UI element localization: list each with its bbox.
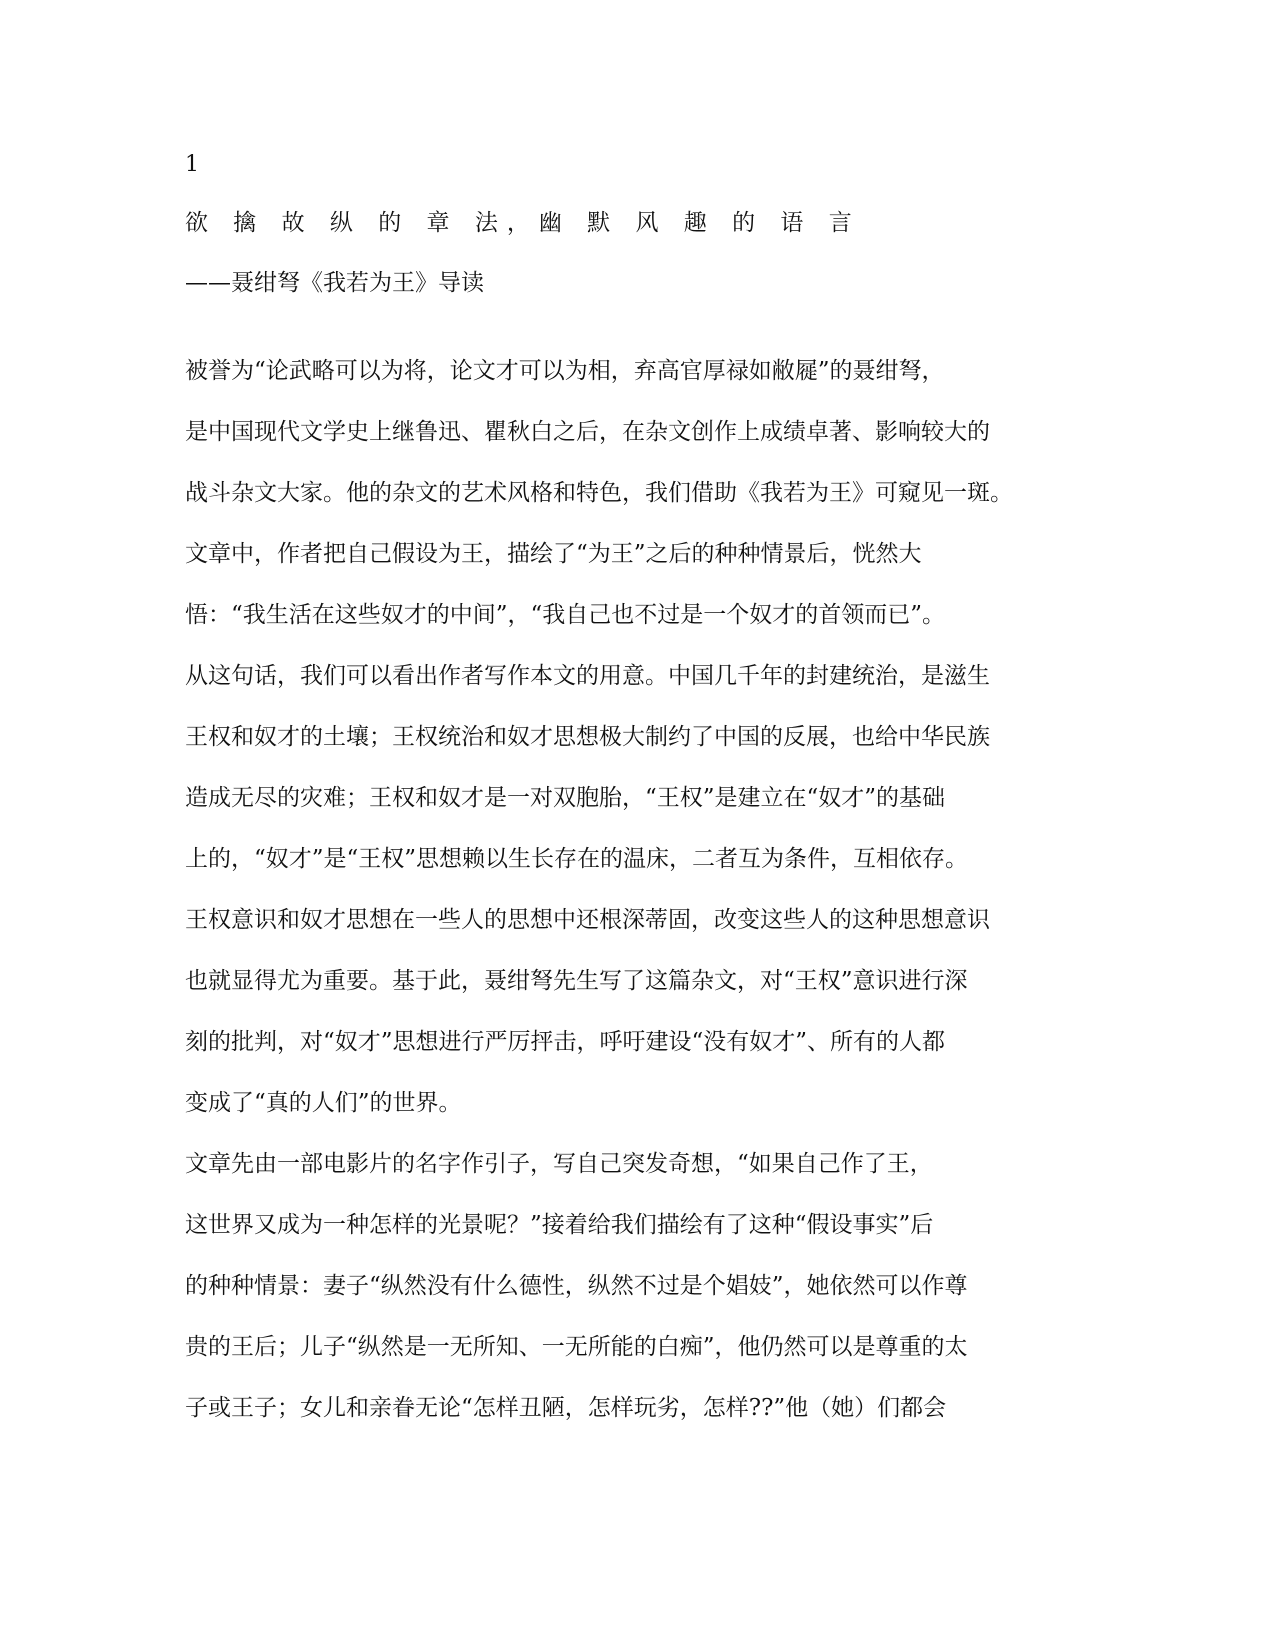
article-title: 欲 擒 故 纵 的 章 法，幽 默 风 趣 的 语 言 xyxy=(185,210,861,236)
text-line: 子或王子；女儿和亲眷无论“怎样丑陋，怎样玩劣，怎样??”他（她）们都会 xyxy=(185,1395,947,1421)
text-line: 这世界又成为一种怎样的光景呢？”接着给我们描绘有了这种“假设事实”后 xyxy=(185,1212,934,1238)
page-number: 1 xyxy=(185,152,199,177)
text-line: 悟：“我生活在这些奴才的中间”，“我自己也不过是一个奴才的首领而已”。 xyxy=(185,602,946,628)
text-line: 文章先由一部电影片的名字作引子，写自己突发奇想，“如果自己作了王， xyxy=(185,1151,933,1177)
text-line: 王权意识和奴才思想在一些人的思想中还根深蒂固，改变这些人的这种思想意识 xyxy=(185,907,990,933)
text-line: 刻的批判，对“奴才”思想进行严厉抨击，呼吁建设“没有奴才”、所有的人都 xyxy=(185,1029,946,1055)
text-line: 的种种情景：妻子“纵然没有什么德性，纵然不过是个娼妓”，她依然可以作尊 xyxy=(185,1273,968,1299)
article-subtitle: ——聂绀弩《我若为王》导读 xyxy=(185,270,484,296)
text-line: 从这句话，我们可以看出作者写作本文的用意。中国几千年的封建统治，是滋生 xyxy=(185,663,990,689)
text-line: 贵的王后；儿子“纵然是一无所知、一无所能的白痴”，他仍然可以是尊重的太 xyxy=(185,1334,968,1360)
text-line: 是中国现代文学史上继鲁迅、瞿秋白之后，在杂文创作上成绩卓著、影响较大的 xyxy=(185,419,990,445)
text-line: 造成无尽的灾难；王权和奴才是一对双胞胎，“王权”是建立在“奴才”的基础 xyxy=(185,785,946,811)
text-line: 变成了“真的人们”的世界。 xyxy=(185,1090,462,1116)
text-line: 上的，“奴才”是“王权”思想赖以生长存在的温床，二者互为条件，互相依存。 xyxy=(185,846,969,872)
text-line: 战斗杂文大家。他的杂文的艺术风格和特色，我们借助《我若为王》可窥见一斑。 xyxy=(185,480,1013,506)
text-line: 被誉为“论武略可以为将，论文才可以为相，弃高官厚禄如敝屣”的聂绀弩， xyxy=(185,358,945,384)
text-line: 王权和奴才的土壤；王权统治和奴才思想极大制约了中国的反展，也给中华民族 xyxy=(185,724,990,750)
text-line: 也就显得尤为重要。基于此，聂绀弩先生写了这篇杂文，对“王权”意识进行深 xyxy=(185,968,968,994)
text-line: 文章中，作者把自己假设为王，描绘了“为王”之后的种种情景后，恍然大 xyxy=(185,541,922,567)
body-text xyxy=(185,356,1013,1454)
